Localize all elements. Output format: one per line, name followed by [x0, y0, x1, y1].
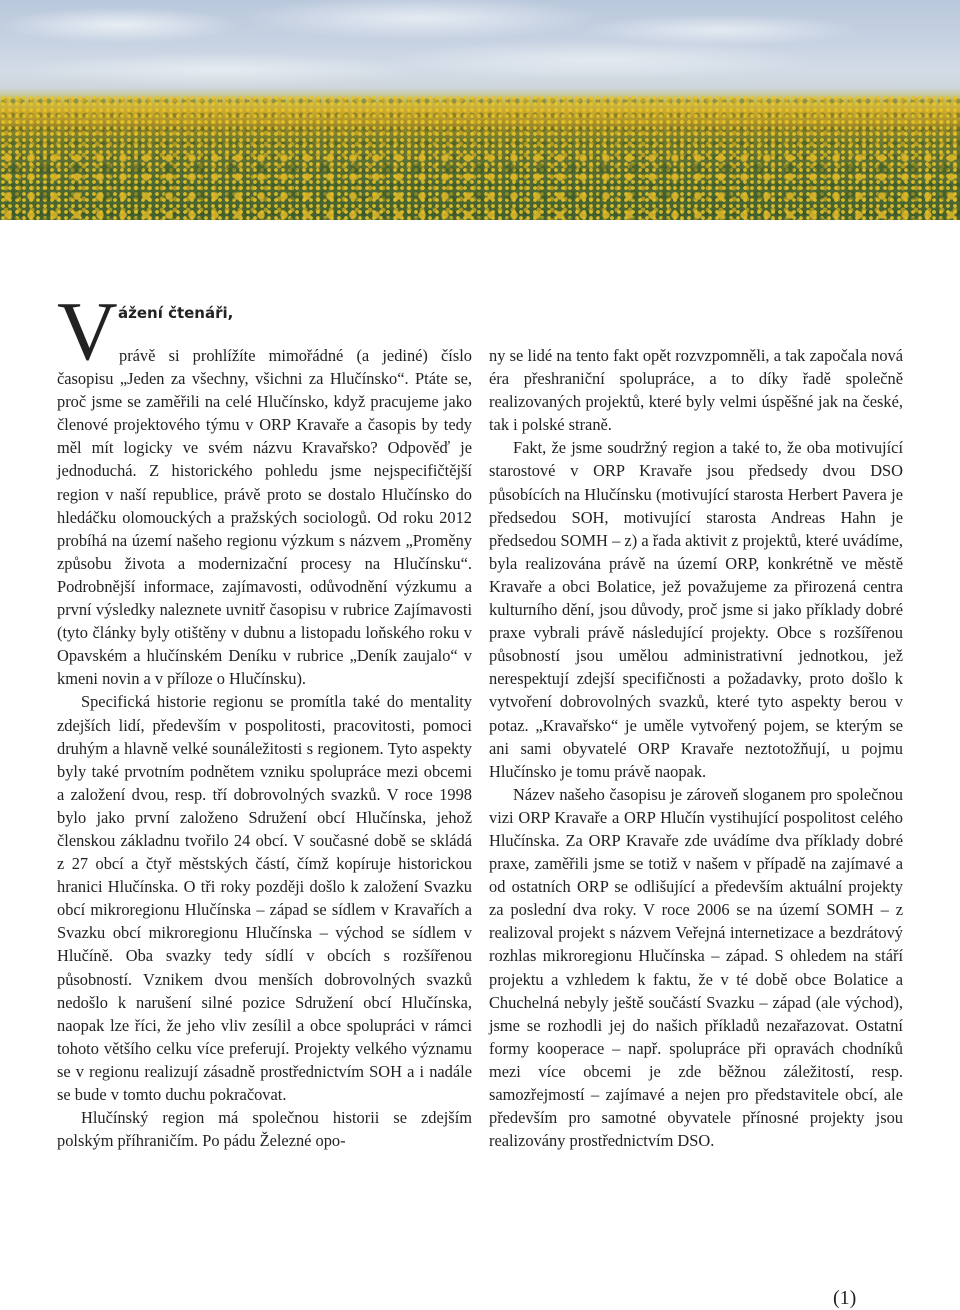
left-paragraph-3: Hlučínský region má společnou historii se zdejším polským příhraničím. Po pádu Železné opo-	[57, 1108, 472, 1151]
sky-clouds	[0, 0, 960, 95]
left-paragraph-1	[57, 344, 472, 690]
right-paragraph-3: Název našeho časopisu je zároveň sloganem pro společnou vizi ORP Kravaře a ORP Hlučín vystihující pospolitost celého Hlučínska. Za ORP Kravaře zde uvádíme dva příklady dobré praxe, zaměřili jsme se totiž v našem v případě na zajímavé a od ostatních ORP se odlišující a především aktuální projekty za poslední dva roky. V roce 2006 se na území SOMH – z realizoval projekt s názvem Veřejná internetizace a bezdrátový rozhlas mikroregionu Hlučínska – západ. S ohledem na stáří projektu a vzhledem k faktu, že v té době obce Bolatice a Chuchelná nebyly ještě součástí Svazku – západ (ale východ), jsme se rozhodli jej do našich příkladů nezařazovat. Ostatní formy kooperace – např. spolupráce při opravách chodníků mezi více obcemi je zde běžnou záležitostí, resp. samozřejmostí – zajímavé a nejen pro představitele obcí, ale především pro samotné obyvatele přínosné projekty jsou realizovány prostřednictvím DSO.	[489, 784, 903, 1151]
left-paragraph-2: Specifická historie regionu se promítla také do mentality zdejších lidí, především v pospolitosti, pracovitosti, pomoci druhým a hlavně velké sounáležitosti s regionem. Tyto aspekty byly také prvotním podnětem vzniku spolupráce mezi obcemi a založení dvou, resp. tří dobrovolných svazků. V roce 1998 bylo jako první založeno Sdružení obcí Hlučínska, jehož členskou základnu tvořilo 24 obcí. V současné době se skládá z 27 obcí a čtyř městských částí, čímž kopíruje historickou hranici Hlučínska. O tři roky později došlo k založení Svazku obcí mikroregionu Hlučínska – západ se sídlem v Kravařích a Svazku obcí mikroregionu Hlučínska – východ se sídlem v Hlučíně. Oba svazky tedy sídlí v obcích s rozšířenou působností. Vznikem dvou menších dobrovolných svazků nedošlo k narušení silné pozice Sdružení obcí Hlučínska, naopak lze říci, že jeho vliv zesílil a obce spolupráci v rámci tohoto většího celku více preferují. Projekty velkého významu se v regionu realizují zásadně prostřednictvím SOH a i nadále se bude v tomto duchu pokračovat.	[57, 692, 472, 1104]
salutation-heading: ážení čtenáři,	[118, 304, 234, 322]
right-paragraph-1: ny se lidé na tento fakt opět rozvzpomněli, a tak započala nová éra přeshraniční spolupráce, a to díky řadě společně realizovaných projektů, které byly velmi úspěšné jak na české, tak i polské straně.	[489, 346, 903, 435]
right-paragraph-2: Fakt, že jsme soudržný region a také to, že oba motivující starostové v ORP Kravaře jsou předsedy dvou DSO působících na Hlučínsku (motivující starosta Herbert Pavera je předsedou SOH, motivující starosta Andreas Hahn je předsedou SOMH – z) a řada aktivit z projektů, které uvádíme, byla realizována právě na území ORP, konkrétně ve městě Kravaře a obci Bolatice, jež považujeme za přirozená centra kulturního dění, jsou důvody, proč jsme si jako příklady dobré praxe vybrali právě následující projekty. Obce s rozšířenou působností jsou umělou administrativní jednotkou, jež nerespektují zdejší specifičnosti a požadavky, proto došlo k vytvoření dobrovolných svazků, které tyto aspekty berou v potaz. „Kravařsko“ je uměle vytvořený pojem, se kterým se ani sami obyvatelé ORP Kravaře neztotožňují, u pojmu Hlučínsko je tomu právě naopak.	[489, 438, 903, 781]
dropcap-letter: V	[57, 285, 118, 378]
left-paragraph-1-text: právě si prohlížíte mimořádné (a jediné) číslo časopisu „Jeden za všechny, všichni za Hlučínsko“. Ptáte se, proč jsme se zaměřili na celé Hlučínsko, když pracujeme jako členové projektového týmu v ORP Kravaře a časopis by tedy měl mít logicky ve svém názvu Kravařsko? Odpověď je jednoduchá. Z historického pohledu jsme nejspecifičtější region v naší republice, právě proto se dostalo Hlučínsko do hledáčku olomouckých a pražských sociologů. Od roku 2012 probíhá na území našeho regionu výzkum s názvem „Proměny způsobu života a modernizační procesy na Hlučínsku“. Podrobnější informace, zajímavosti, odůvodnění výzkumu a první výsledky naleznete uvnitř časopisu v rubrice Zajímavosti (tyto články byly otištěny v dubnu a listopadu loňského roku v Opavském a hlučínském Deníku v rubrice „Deník zaujalo“ v kmeni novin a v příloze o Hlučínsku).	[57, 346, 472, 689]
sunflowers-near	[0, 150, 960, 220]
page-number: (1)	[833, 1287, 857, 1309]
left-column	[57, 344, 472, 1152]
header-photo-sunflower-field	[0, 0, 960, 220]
right-column	[489, 344, 903, 1152]
